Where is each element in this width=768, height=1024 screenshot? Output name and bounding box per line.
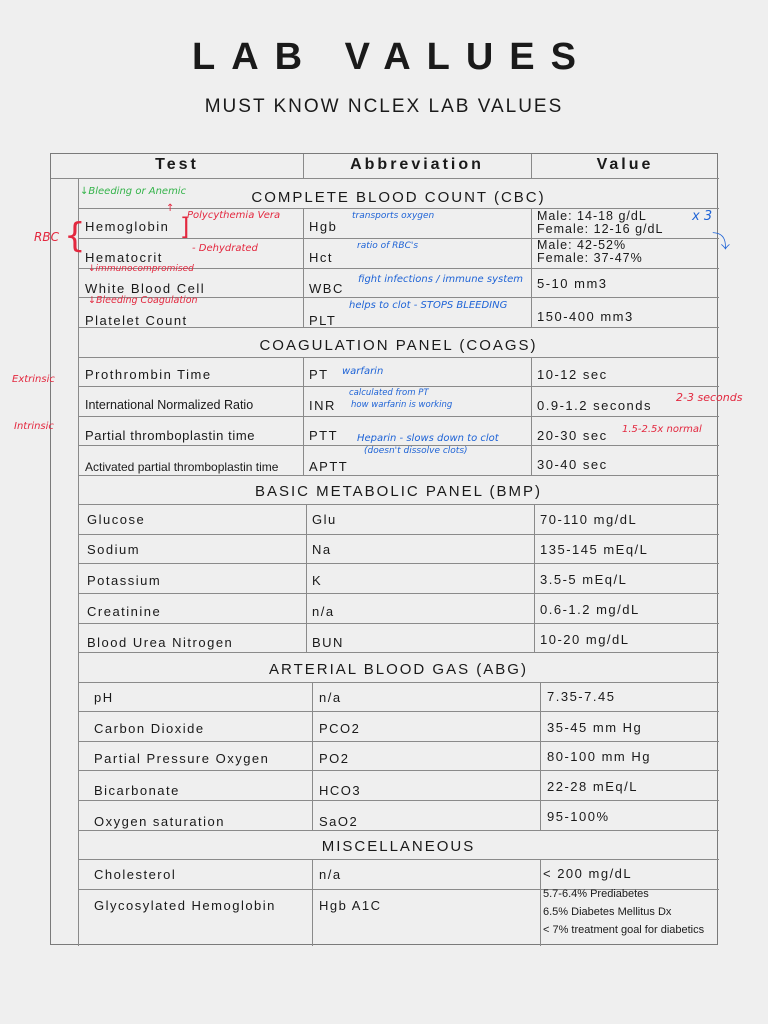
table-cell-test: Hematocrit xyxy=(85,250,163,265)
row-line xyxy=(78,652,719,653)
brace-icon: { xyxy=(64,216,86,256)
table-cell-abbr: APTT xyxy=(309,459,349,474)
value-line: Female: 37-47% xyxy=(537,251,643,265)
handwritten-note: warfarin xyxy=(342,366,384,377)
table-cell-test: Oxygen saturation xyxy=(94,814,226,829)
row-line xyxy=(78,475,719,476)
handwritten-note: how warfarin is working xyxy=(351,400,453,410)
handwritten-note: 2-3 seconds xyxy=(676,391,743,404)
handwritten-note: ↓Bleeding Coagulation xyxy=(88,295,198,306)
table-cell-abbr: PT xyxy=(309,367,329,382)
table-cell-value: 22-28 mEq/L xyxy=(547,779,638,794)
table-cell-value: 35-45 mm Hg xyxy=(547,720,643,735)
table-cell-abbr: PLT xyxy=(309,313,337,328)
note-text: immunocompromised xyxy=(95,264,194,274)
row-line xyxy=(78,416,719,417)
table-cell-abbr: Hgb A1C xyxy=(319,898,382,913)
table-cell-abbr: SaO2 xyxy=(319,814,359,829)
row-line xyxy=(78,682,719,683)
value-line: Male: 42-52% xyxy=(537,238,627,252)
row-line xyxy=(78,770,719,771)
table-cell-value: 3.5-5 mEq/L xyxy=(540,572,628,587)
table-cell-value: 5-10 mm3 xyxy=(537,276,608,291)
bracket-icon: ] xyxy=(180,213,190,241)
row-line xyxy=(78,830,719,831)
row-line xyxy=(78,386,719,387)
table-cell-abbr: K xyxy=(312,573,323,588)
value-line: Female: 12-16 g/dL xyxy=(537,222,664,236)
table-cell-test: Blood Urea Nitrogen xyxy=(87,635,234,650)
page-title: LAB VALUES xyxy=(192,36,592,78)
handwritten-note: Extrinsic xyxy=(12,374,55,385)
col-line xyxy=(306,504,307,652)
table-cell-test: Sodium xyxy=(87,542,141,557)
section-title-bmp: BASIC METABOLIC PANEL (BMP) xyxy=(254,483,543,500)
table-cell-test: Partial thromboplastin time xyxy=(85,428,256,443)
col-line xyxy=(303,357,304,475)
table-cell-abbr: HCO3 xyxy=(319,783,362,798)
page-subtitle: MUST KNOW NCLEX LAB VALUES xyxy=(204,96,564,117)
row-line xyxy=(78,504,719,505)
table-cell-value: 20-30 sec xyxy=(537,428,608,443)
handwritten-note: fight infections / immune system xyxy=(358,274,524,285)
table-cell-abbr: PTT xyxy=(309,428,339,443)
table-cell-test: Glycosylated Hemoglobin xyxy=(94,898,276,913)
section-title-coags: COAGULATION PANEL (COAGS) xyxy=(259,337,538,354)
handwritten-note: 1.5-2.5x normal xyxy=(622,424,702,435)
row-line xyxy=(78,534,719,535)
table-cell-test: Cholesterol xyxy=(94,867,177,882)
table-cell-test: White Blood Cell xyxy=(85,281,206,296)
table-cell-abbr: Na xyxy=(312,542,332,557)
table-cell-value: 95-100% xyxy=(547,809,610,824)
table-cell-test: pH xyxy=(94,690,114,705)
col-line xyxy=(312,682,313,830)
table-cell-value: 135-145 mEq/L xyxy=(540,542,649,557)
table-cell-abbr: n/a xyxy=(312,604,335,619)
table-cell-abbr: n/a xyxy=(319,690,342,705)
column-header-abbreviation: Abbreviation xyxy=(350,156,484,173)
handwritten-note: RBC xyxy=(34,230,59,244)
col-line xyxy=(303,208,304,327)
row-line xyxy=(78,593,719,594)
table-cell-test: Carbon Dioxide xyxy=(94,721,205,736)
col-line xyxy=(312,859,313,946)
section-title-cbc: COMPLETE BLOOD COUNT (CBC) xyxy=(251,189,546,206)
row-line xyxy=(78,859,719,860)
table-cell-abbr: WBC xyxy=(309,281,344,296)
row-line xyxy=(78,623,719,624)
handwritten-note: Intrinsic xyxy=(14,421,54,432)
col-line xyxy=(531,208,532,327)
header-col-divider-1 xyxy=(303,154,304,178)
header-col-divider-2 xyxy=(531,154,532,178)
table-cell-abbr: Hct xyxy=(309,250,333,265)
table-cell-test: Hemoglobin xyxy=(85,219,170,234)
table-cell-value: 80-100 mm Hg xyxy=(547,749,651,764)
col-line xyxy=(531,357,532,475)
row-line xyxy=(78,711,719,712)
table-cell-value xyxy=(537,210,663,236)
table-cell-value: 30-40 sec xyxy=(537,457,608,472)
header-divider xyxy=(51,178,719,179)
col-line xyxy=(534,504,535,652)
table-cell-value xyxy=(543,885,704,939)
table-cell-value: 10-20 mg/dL xyxy=(540,632,630,647)
table-cell-test: Platelet Count xyxy=(85,313,188,328)
section-title-abg: ARTERIAL BLOOD GAS (ABG) xyxy=(269,661,528,678)
table-cell-value: 10-12 sec xyxy=(537,367,608,382)
curved-arrow-icon: ⤵ xyxy=(712,232,730,253)
table-cell-value: 70-110 mg/dL xyxy=(540,512,638,527)
table-cell-test: Potassium xyxy=(87,573,162,588)
column-header-test: Test xyxy=(155,156,199,173)
column-header-value: Value xyxy=(596,156,654,173)
table-cell-abbr: BUN xyxy=(312,635,344,650)
table-cell-value: 150-400 mm3 xyxy=(537,309,634,324)
handwritten-note: calculated from PT xyxy=(349,388,429,398)
table-cell-test: Bicarbonate xyxy=(94,783,180,798)
handwritten-note: transports oxygen xyxy=(352,211,435,221)
table-cell-test: Creatinine xyxy=(87,604,162,619)
table-cell-abbr: INR xyxy=(309,398,336,413)
value-line: Male: 14-18 g/dL xyxy=(537,209,647,223)
row-line xyxy=(78,563,719,564)
handwritten-note: helps to clot - STOPS BLEEDING xyxy=(349,300,508,311)
handwritten-note: Heparin - slows down to clot xyxy=(357,433,499,444)
table-cell-test: Activated partial thromboplastin time xyxy=(85,460,279,474)
note-text: Bleeding or Anemic xyxy=(88,186,187,197)
value-line: 5.7-6.4% Prediabetes xyxy=(543,888,649,900)
table-cell-test: Partial Pressure Oxygen xyxy=(94,751,270,766)
col-line xyxy=(540,859,541,946)
table-cell-value: < 200 mg/dL xyxy=(543,866,633,881)
handwritten-note: Polycythemia Vera xyxy=(187,210,281,221)
handwritten-note: ↓Bleeding or Anemic xyxy=(80,186,187,197)
table-cell-test: Prothrombin Time xyxy=(85,367,212,382)
row-line xyxy=(78,357,719,358)
handwritten-note: - Dehydrated xyxy=(192,243,258,254)
table-cell-abbr: n/a xyxy=(319,867,342,882)
row-line xyxy=(78,741,719,742)
section-title-misc: MISCELLANEOUS xyxy=(321,838,476,855)
table-cell-value xyxy=(537,239,643,265)
handwritten-note: (doesn't dissolve clots) xyxy=(364,446,468,456)
table-cell-value: 7.35-7.45 xyxy=(547,689,616,704)
arrow-up-icon: ↑ xyxy=(166,203,175,214)
value-line: < 7% treatment goal for diabetics xyxy=(543,924,705,936)
table-cell-test: International Normalized Ratio xyxy=(85,398,254,412)
row-line xyxy=(78,800,719,801)
table-cell-abbr: PO2 xyxy=(319,751,350,766)
table-cell-abbr: PCO2 xyxy=(319,721,361,736)
handwritten-note: ratio of RBC's xyxy=(357,241,419,251)
table-cell-value: 0.6-1.2 mg/dL xyxy=(540,602,640,617)
table-cell-test: Glucose xyxy=(87,512,146,527)
value-line: 6.5% Diabetes Mellitus Dx xyxy=(543,906,672,918)
table-cell-abbr: Glu xyxy=(312,512,337,527)
handwritten-note: x 3 xyxy=(692,209,713,224)
table-cell-abbr: Hgb xyxy=(309,219,338,234)
note-text: Bleeding Coagulation xyxy=(95,295,198,306)
handwritten-note: ↓immunocompromised xyxy=(88,264,194,274)
table-cell-value: 0.9-1.2 seconds xyxy=(537,398,653,413)
col-line xyxy=(540,682,541,830)
